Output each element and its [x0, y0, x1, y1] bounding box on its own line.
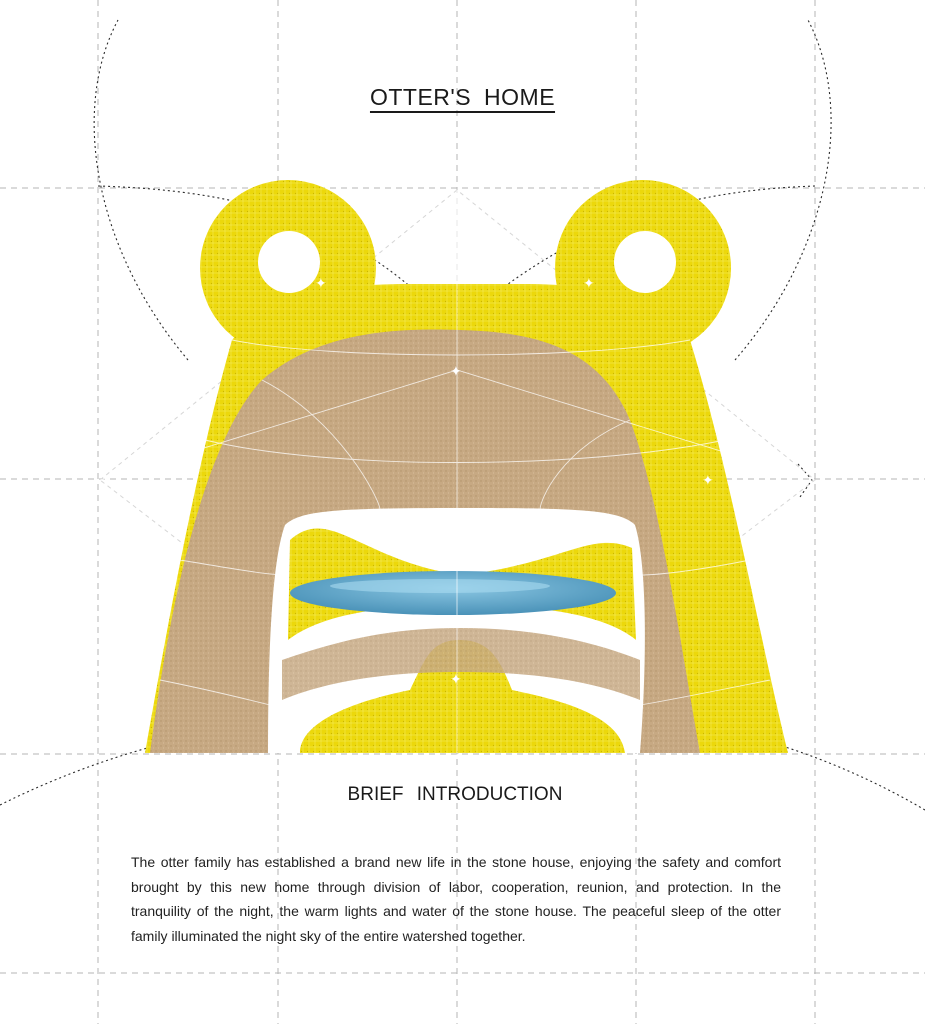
water-pool-highlight — [330, 579, 550, 593]
intro-paragraph: The otter family has established a brand new life in the stone house, enjoying the safety and comfort brought by this new home through division of labor, cooperation, reunion, and protection. In the tranquility of the night, the warm lights and water of the stone house. The peaceful sleep of the otter family illuminated the night sky of the entire watershed together. — [131, 854, 781, 944]
star-marker: ✦ — [450, 364, 462, 380]
water-pool — [290, 571, 616, 615]
arc-right-marker — [798, 464, 812, 497]
star-marker: ✦ — [583, 276, 595, 292]
page-title: OTTER'S HOME — [369, 84, 556, 110]
left-ear-hole — [258, 231, 320, 293]
star-marker: ✦ — [450, 672, 462, 688]
arc-large-circle — [735, 20, 831, 360]
star-marker: ✦ — [702, 473, 714, 489]
right-ear-hole — [614, 231, 676, 293]
star-marker: ✦ — [315, 276, 327, 292]
arc-large-circle — [94, 20, 188, 360]
section-heading: BRIEF INTRODUCTION — [347, 784, 563, 805]
